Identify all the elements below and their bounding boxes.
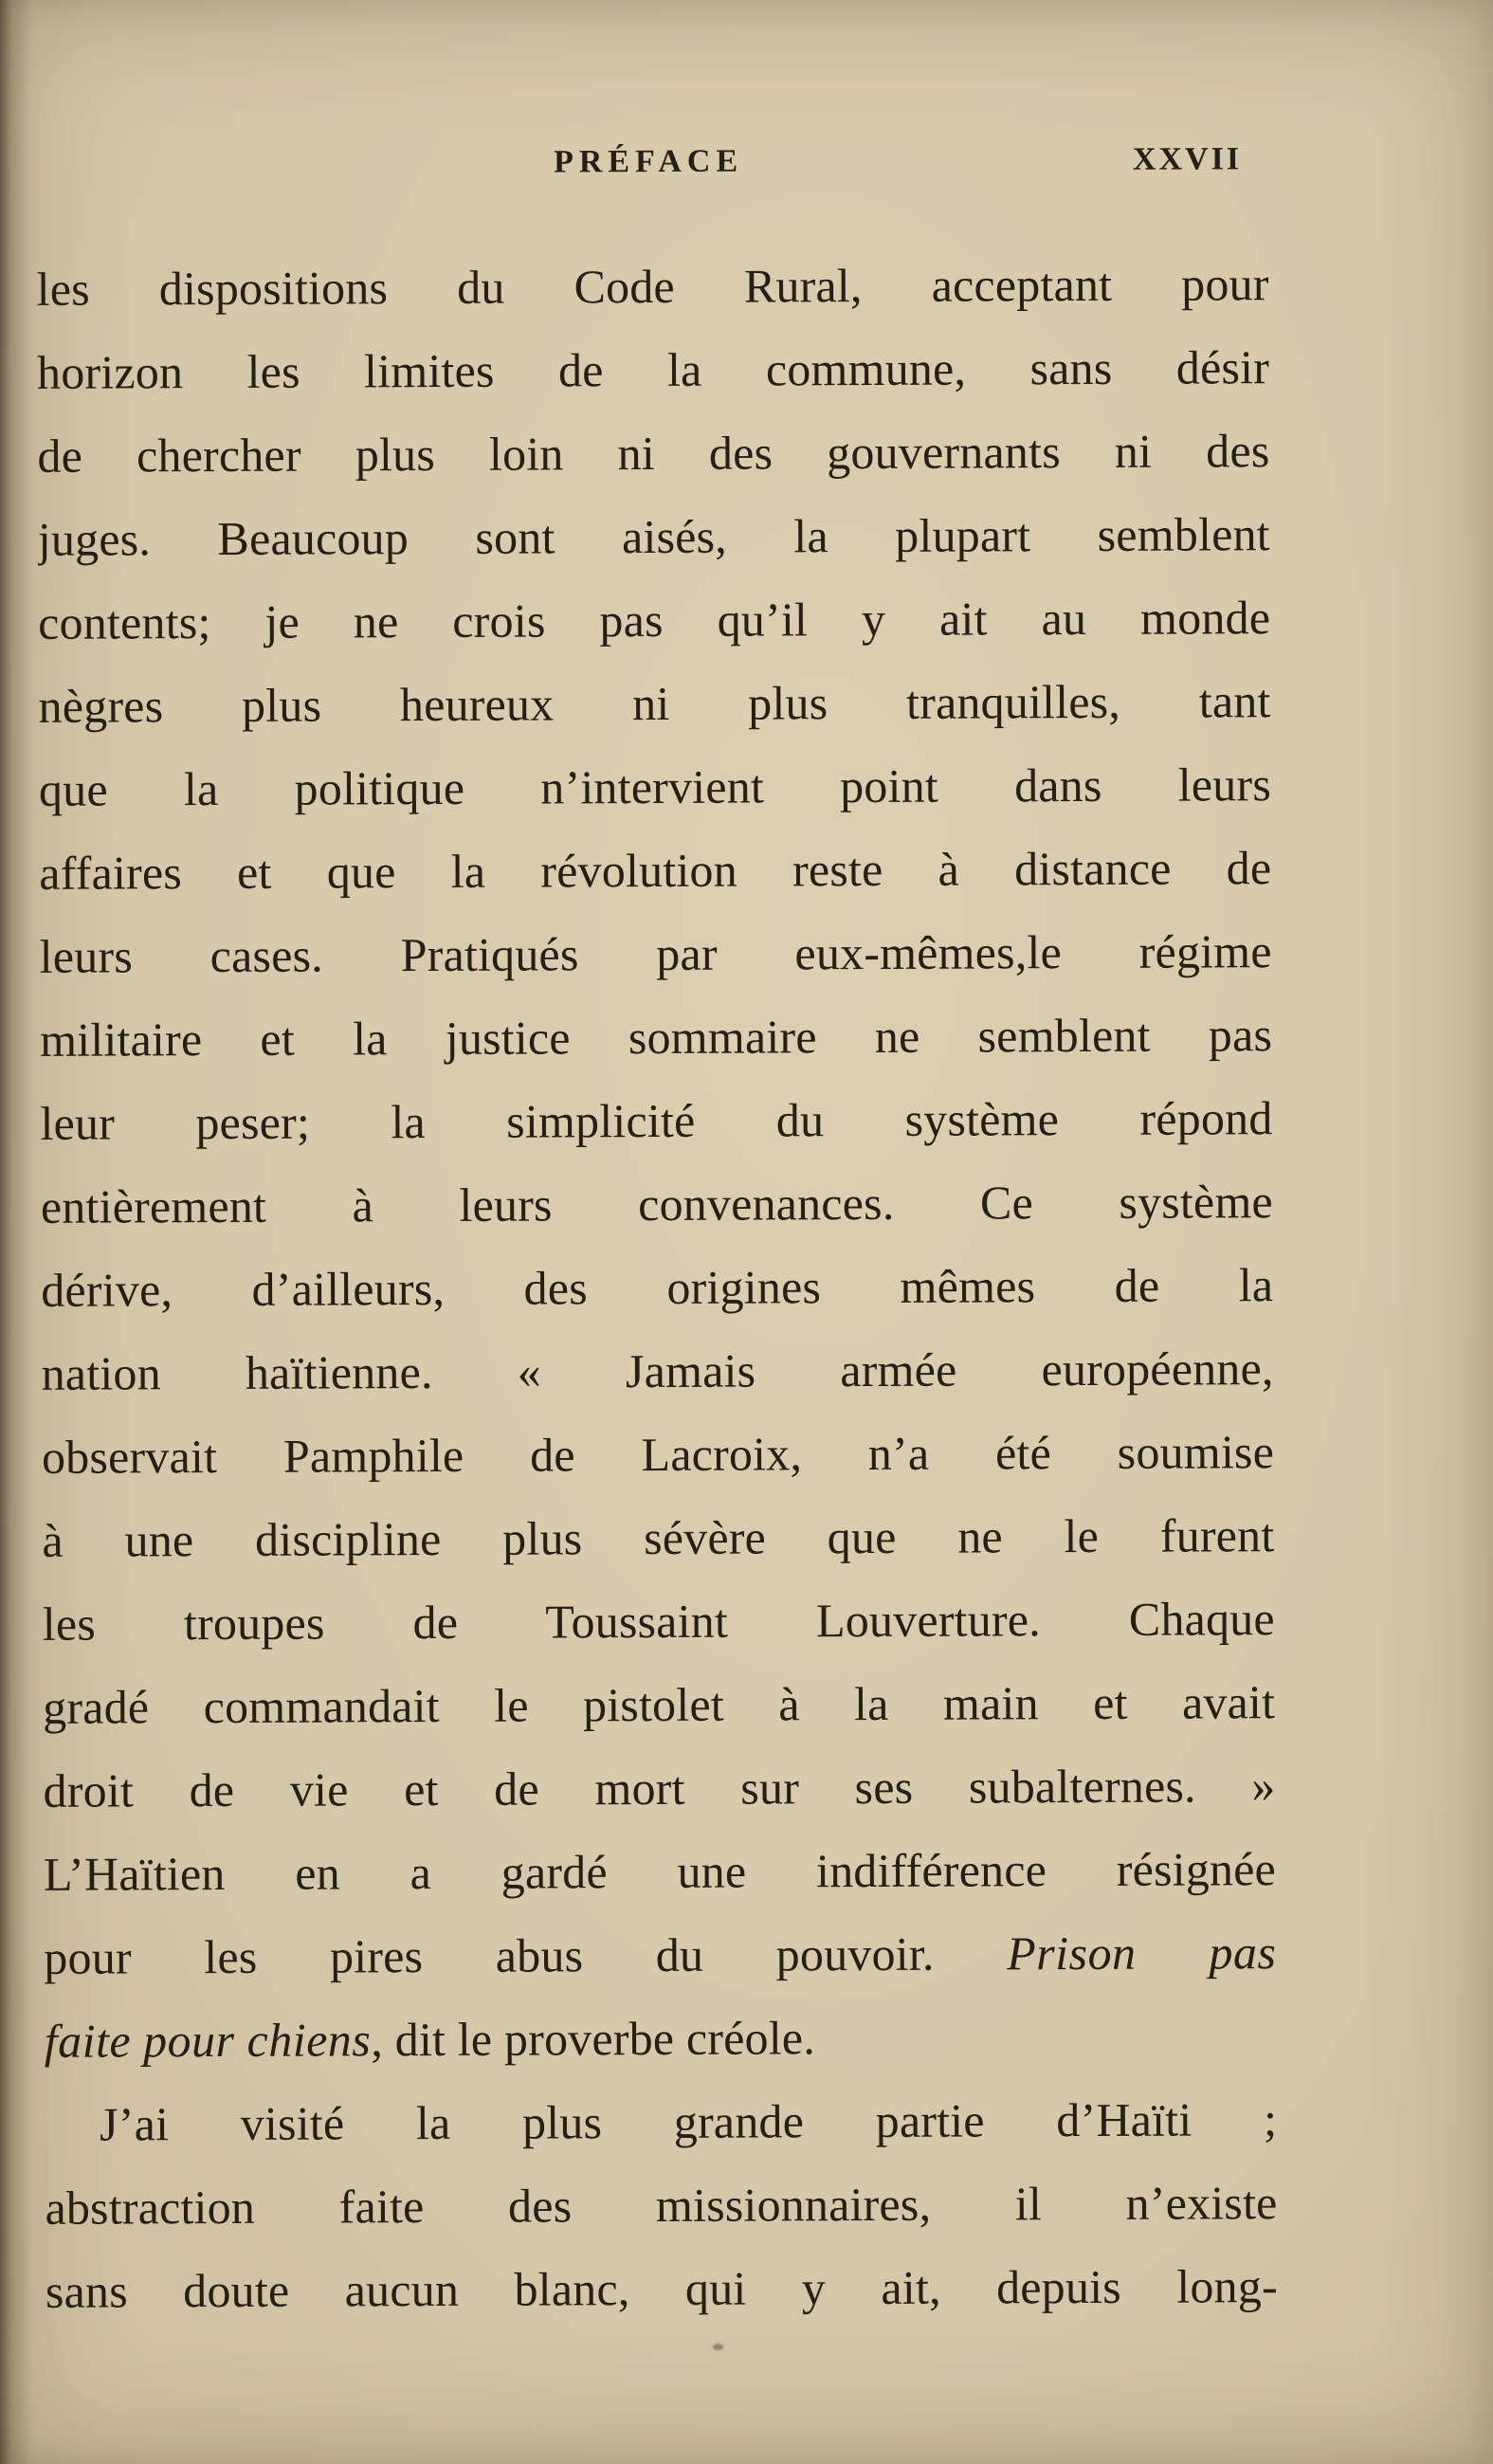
text-line: [43, 1577, 1275, 1666]
text-segment: leur peser; la simplicité du système répond: [40, 1091, 1273, 1150]
text-line: [38, 575, 1270, 665]
text-segment: entièrement à leurs convenances. Ce système: [40, 1175, 1273, 1233]
text-line: [41, 1326, 1273, 1415]
text-line: [46, 2244, 1278, 2333]
running-head-title: PRÉFACE: [553, 143, 744, 180]
text-line: [41, 1243, 1273, 1332]
text-line: [40, 909, 1272, 998]
text-line: [40, 993, 1272, 1082]
scan-speck: [713, 2344, 723, 2350]
text-segment: à une discipline plus sévère que ne le furent: [42, 1508, 1275, 1567]
text-segment: que la politique n’intervient point dans leurs: [38, 757, 1272, 816]
text-line: [39, 826, 1271, 915]
text-line: [42, 1493, 1274, 1582]
text-segment: , dit le proverbe créole.: [371, 2011, 816, 2067]
text-segment: gradé commandait le pistolet à la main et avait: [43, 1675, 1276, 1734]
text-segment: juges. Beaucoup sont aisés, la plupart semblent: [37, 507, 1270, 566]
text-segment: contents; je ne crois pas qu’il y ait au monde: [38, 591, 1271, 649]
page-number: XXVII: [1132, 141, 1243, 177]
text-segment: observait Pamphile de Lacroix, n’a été soumise: [41, 1425, 1275, 1484]
text-segment: dérive, d’ailleurs, des origines mêmes de la: [41, 1258, 1274, 1317]
italic-text-segment: faite pour chiens: [44, 2013, 372, 2068]
text-segment: les troupes de Toussaint Louverture. Chaque: [42, 1592, 1275, 1651]
text-line: [44, 1827, 1276, 1916]
text-line: [39, 742, 1271, 831]
text-segment: J’ai visité la plus grande partie d’Haïti ;: [99, 2092, 1278, 2151]
text-segment: nègres plus heureux ni plus tranquilles, tant: [38, 674, 1271, 733]
text-segment: horizon les limites de la commune, sans désir: [36, 340, 1270, 399]
text-segment: droit de vie et de mort sur ses subalternes. »: [43, 1759, 1276, 1817]
text-segment: nation haïtienne. « Jamais armée européenne,: [41, 1342, 1274, 1400]
text-segment: leurs cases. Pratiqués par eux-mêmes,le régime: [39, 924, 1272, 983]
text-segment: pour les pires abus du pouvoir.: [44, 1926, 1008, 1984]
text-segment: L’Haïtien en a gardé une indifférence résignée: [43, 1842, 1277, 1901]
body-text: [36, 242, 1278, 2333]
text-block: [36, 141, 1278, 2333]
text-line: [45, 2077, 1277, 2166]
text-line: [38, 492, 1270, 581]
text-line: [40, 1076, 1272, 1165]
text-line: [37, 325, 1269, 414]
text-segment: de chercher plus loin ni des gouvernants ni des: [37, 424, 1270, 483]
text-line: [37, 409, 1269, 498]
text-segment: les dispositions du Code Rural, acceptant pour: [36, 257, 1269, 316]
text-line: [42, 1410, 1274, 1499]
text-line: [38, 659, 1270, 748]
text-line: [44, 1910, 1276, 1999]
text-segment: sans doute aucun blanc, qui y ait, depuis long-: [45, 2259, 1278, 2318]
text-line: [41, 1159, 1273, 1249]
text-line: [36, 242, 1268, 331]
text-line: [45, 1994, 1277, 2083]
text-segment: affaires et que la révolution reste à distance de: [39, 841, 1272, 900]
text-line: [43, 1743, 1275, 1833]
binding-shadow: [0, 0, 32, 2464]
text-line: [43, 1660, 1275, 1749]
italic-text-segment: Prison pas: [1007, 1926, 1277, 1980]
text-line: [45, 2161, 1277, 2250]
text-segment: militaire et la justice sommaire ne semblent pas: [39, 1008, 1273, 1067]
text-segment: abstraction faite des missionnaires, il n’existe: [45, 2176, 1278, 2235]
page-header: [36, 141, 1268, 206]
